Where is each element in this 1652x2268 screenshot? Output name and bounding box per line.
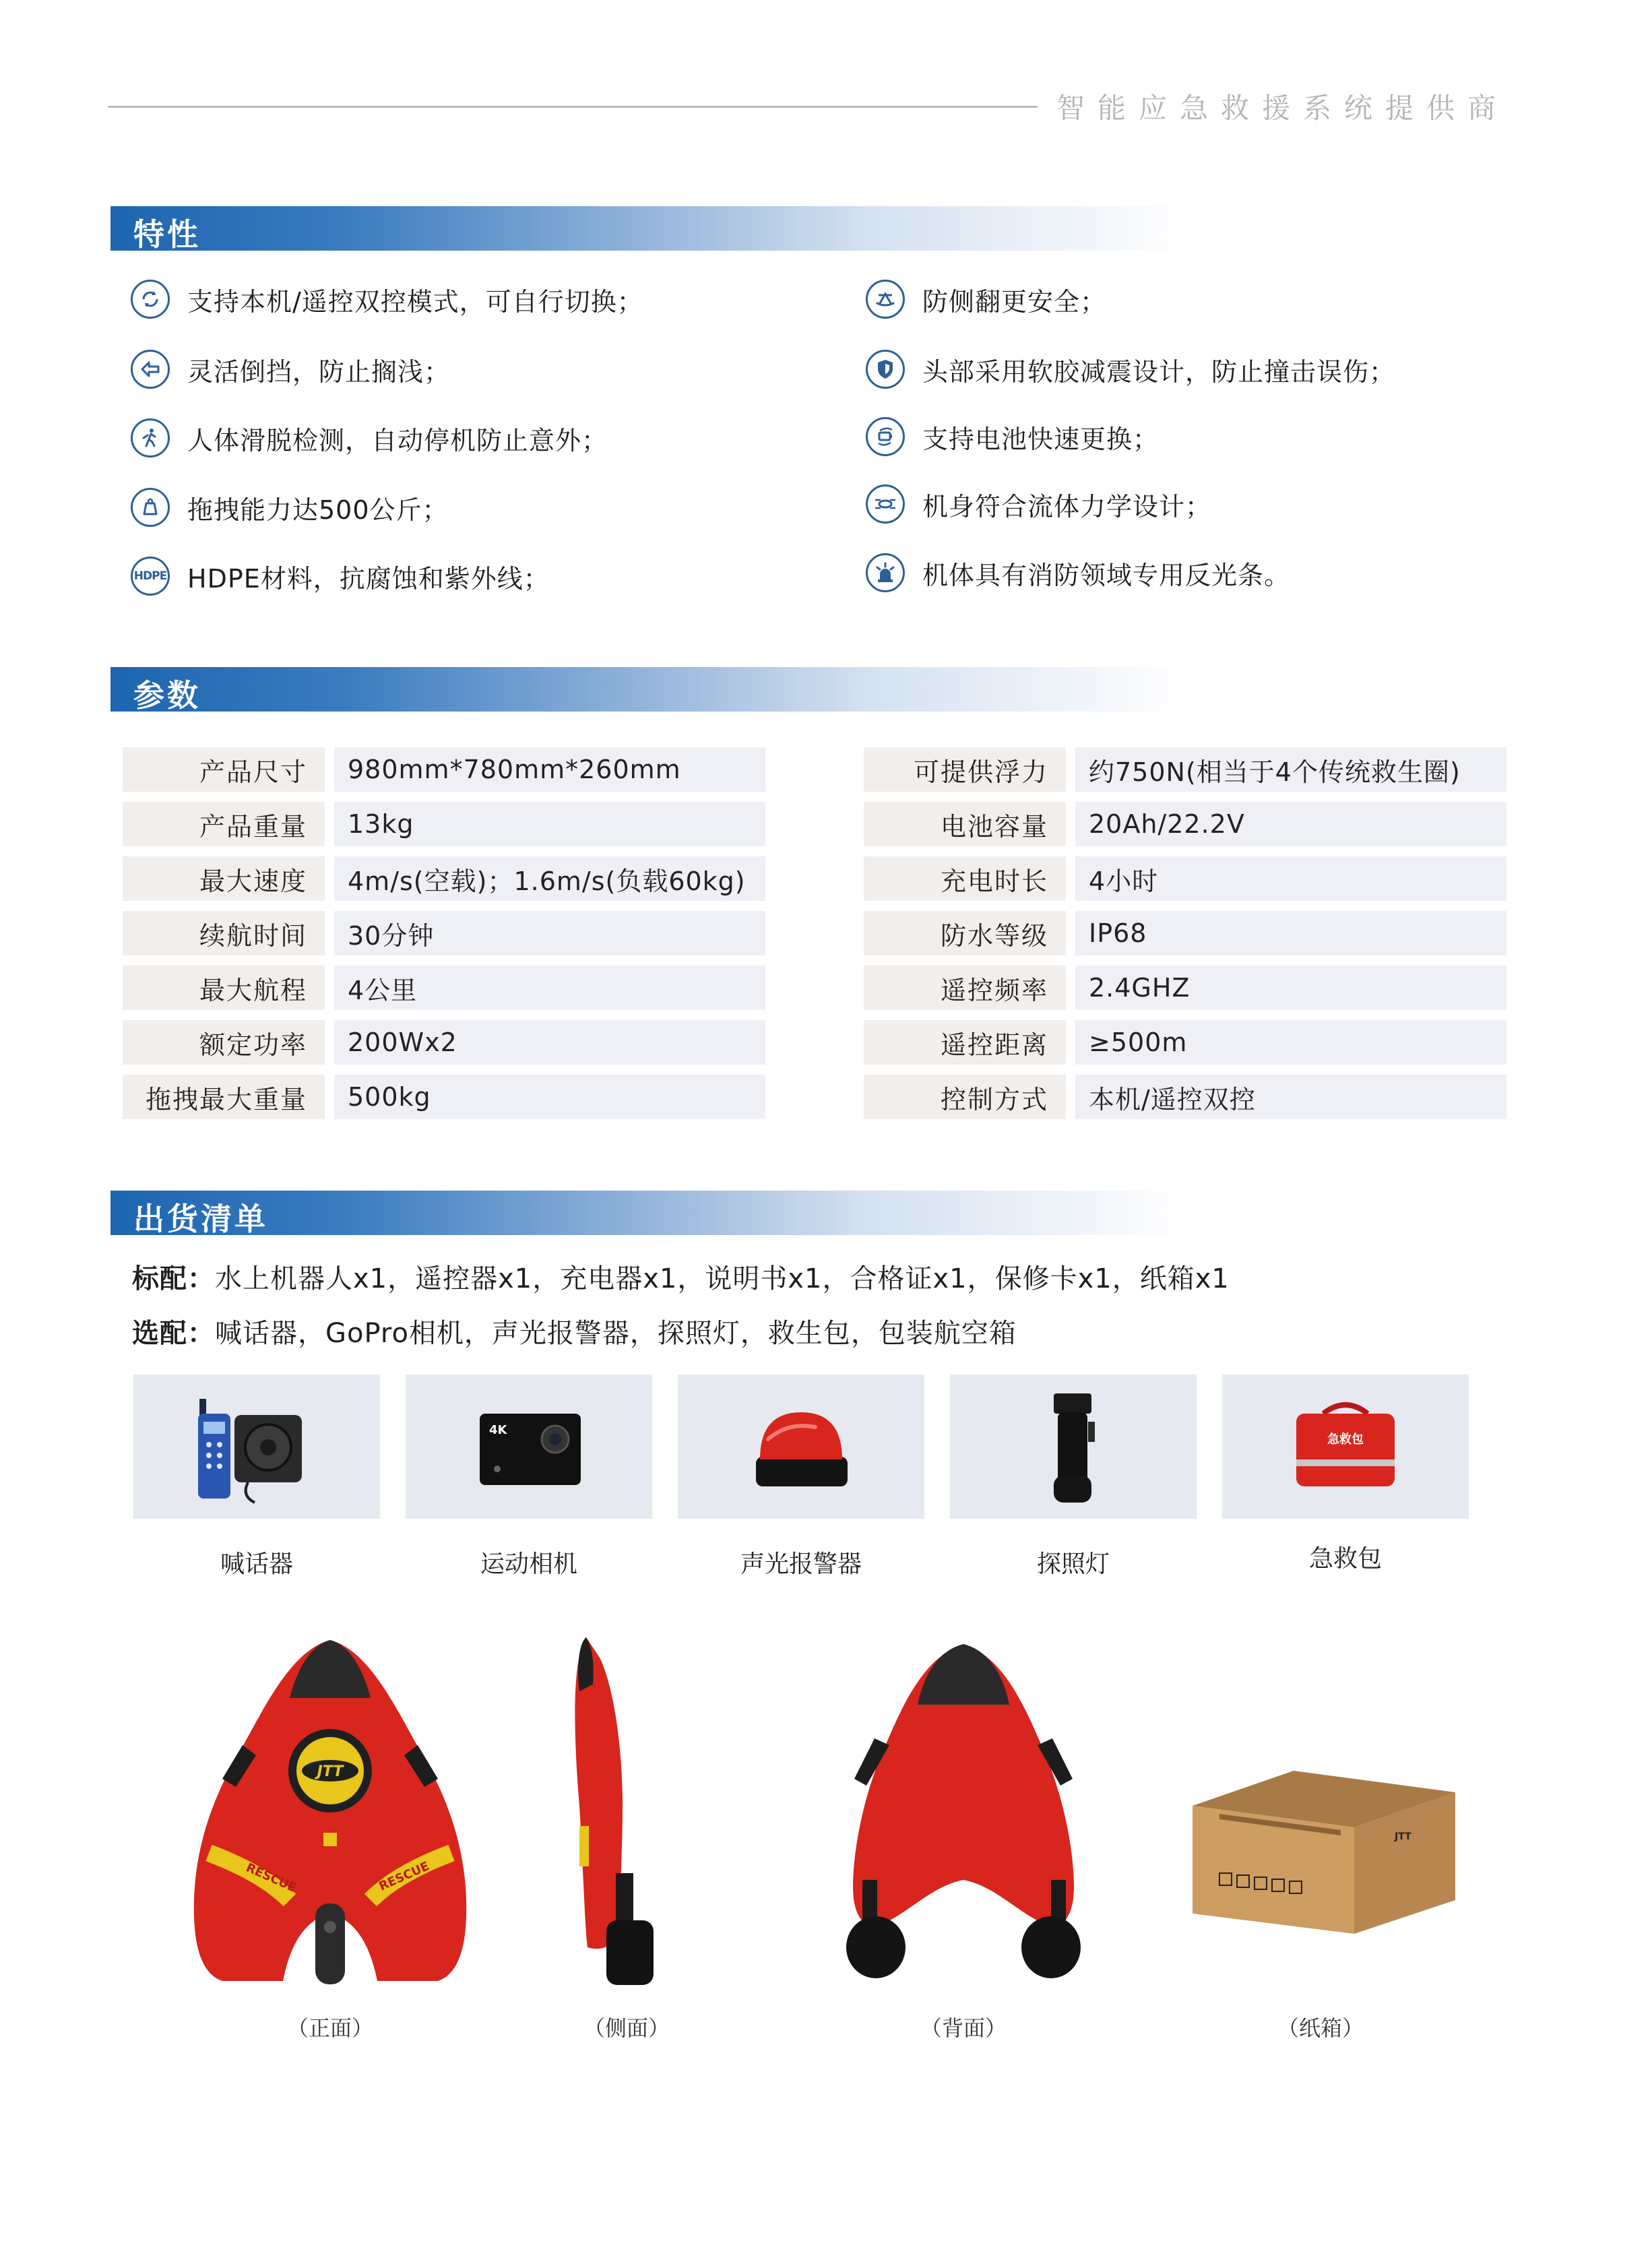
feature-item [866, 276, 1106, 323]
spec-row [864, 966, 1506, 1010]
anti-rollover-icon [866, 280, 905, 319]
robot-back-view-image [822, 1631, 1105, 1994]
rescue-stripe-label: RESCUE [377, 1859, 432, 1894]
feature-item [866, 549, 1290, 596]
feature-text: 拖拽能力达500公斤； [187, 495, 449, 525]
camera-4k-label: 4K [489, 1423, 507, 1437]
rescue-stripe-label: RESCUE [243, 1860, 298, 1895]
robot-front-view-image [182, 1631, 478, 1994]
accessory-caption: 声光报警器 [740, 1550, 862, 1578]
spec-row [123, 966, 765, 1010]
spec-row [123, 911, 765, 955]
robot-brand-logo: JTT [317, 1763, 344, 1780]
feature-text: 人体滑脱检测，自动停机防止意外； [187, 425, 608, 455]
section-header-params [110, 667, 1188, 712]
reverse-arrow-icon [131, 350, 170, 389]
spec-value: 13kg [334, 802, 765, 846]
spec-label: 遥控频率 [864, 966, 1066, 1010]
spec-label: 续航时间 [123, 911, 325, 955]
section-title: 参数 [133, 677, 201, 714]
spec-value: 980mm*780mm*260mm [334, 747, 765, 792]
feature-item [866, 346, 1395, 393]
spec-value: IP68 [1075, 911, 1506, 955]
company-tagline: 智能应急救援系统提供商 [1056, 92, 1509, 125]
spec-row [864, 1075, 1506, 1119]
spec-row [864, 747, 1506, 792]
optional-config-key: 选配： [132, 1318, 215, 1349]
warning-light-icon [866, 553, 905, 592]
spec-row [123, 747, 765, 792]
spec-row [123, 1075, 765, 1119]
spec-label: 控制方式 [864, 1075, 1066, 1119]
first-aid-kit-label: 急救包 [1327, 1432, 1364, 1447]
dual-control-icon [131, 280, 170, 319]
feature-item [131, 484, 449, 531]
feature-text: 机体具有消防领域专用反光条。 [922, 560, 1291, 590]
accessory-caption: 喊话器 [220, 1550, 293, 1578]
feature-item [866, 480, 1211, 528]
spec-label: 产品尺寸 [123, 747, 325, 792]
optional-config-value: 喊话器，GoPro相机，声光报警器，探照灯，救生包，包装航空箱 [215, 1318, 1017, 1349]
accessory-image-alarm-light [678, 1375, 924, 1519]
spec-label: 产品重量 [123, 802, 325, 846]
spec-row [864, 802, 1506, 846]
carton-box-image [1179, 1765, 1489, 1961]
spec-value: 20Ah/22.2V [1075, 802, 1506, 846]
carton-brand-logo: JTT [1395, 1831, 1411, 1842]
feature-item [866, 413, 1159, 460]
feature-item [131, 276, 643, 323]
spec-label: 防水等级 [864, 911, 1066, 955]
feature-text: 支持电池快速更换； [922, 424, 1159, 454]
spec-label: 充电时长 [864, 856, 1066, 901]
accessory-caption: 运动相机 [480, 1550, 577, 1578]
feature-text: 防侧翻更安全； [922, 286, 1107, 317]
spec-value: ≥500m [1075, 1020, 1506, 1065]
feature-text: HDPE材料，抗腐蚀和紫外线； [187, 563, 550, 594]
person-slip-icon [131, 418, 170, 458]
spec-value: 4m/s(空载)；1.6m/s(负载60kg) [334, 856, 765, 901]
section-title: 特性 [133, 216, 201, 253]
accessory-image-searchlight [950, 1375, 1197, 1519]
optional-config-line [132, 1312, 1017, 1350]
spec-label: 遥控距离 [864, 1020, 1066, 1065]
section-title: 出货清单 [133, 1201, 268, 1237]
spec-row [123, 856, 765, 901]
spec-row [864, 911, 1506, 955]
feature-text: 头部采用软胶减震设计，防止撞击误伤； [922, 356, 1396, 387]
shield-icon [866, 350, 905, 389]
battery-swap-icon [866, 417, 905, 456]
spec-label: 拖拽最大重量 [123, 1075, 325, 1119]
spec-row [123, 802, 765, 846]
accessory-image-first-aid-kit [1222, 1375, 1469, 1519]
accessory-caption: 急救包 [1308, 1545, 1382, 1573]
spec-label: 最大速度 [123, 856, 325, 901]
header-rule [108, 106, 1038, 108]
spec-row [123, 1020, 765, 1065]
spec-value: 约750N(相当于4个传统救生圈) [1075, 747, 1506, 792]
standard-config-key: 标配： [132, 1263, 215, 1294]
feature-item [131, 414, 608, 462]
view-caption: （纸箱） [1277, 2015, 1364, 2041]
accessory-caption: 探照灯 [1036, 1550, 1110, 1578]
hdpe-icon: HDPE [131, 557, 170, 596]
feature-text: 灵活倒挡，防止搁浅； [187, 356, 451, 387]
feature-text: 机身符合流体力学设计； [922, 491, 1212, 522]
spec-row [864, 856, 1506, 901]
view-caption: （背面） [920, 2015, 1007, 2041]
standard-config-line [132, 1257, 1230, 1296]
section-header-features [110, 206, 1188, 251]
spec-label: 可提供浮力 [864, 747, 1066, 792]
spec-value: 200Wx2 [334, 1020, 765, 1065]
view-caption: （正面） [286, 2015, 373, 2041]
spec-value: 500kg [334, 1075, 765, 1119]
spec-value: 2.4GHZ [1075, 966, 1506, 1010]
spec-value: 4小时 [1075, 856, 1506, 901]
spec-label: 额定功率 [123, 1020, 325, 1065]
section-header-shipping [110, 1191, 1188, 1235]
accessory-image-megaphone [133, 1375, 380, 1519]
weight-icon [131, 488, 170, 527]
streamline-icon [866, 484, 905, 524]
spec-label: 最大航程 [123, 966, 325, 1010]
feature-item [131, 346, 450, 393]
standard-config-value: 水上机器人x1，遥控器x1，充电器x1，说明书x1，合格证x1，保修卡x1，纸箱x1 [215, 1263, 1230, 1294]
feature-item [131, 553, 550, 600]
spec-row [864, 1020, 1506, 1065]
spec-value: 本机/遥控双控 [1075, 1075, 1506, 1119]
spec-value: 4公里 [334, 966, 765, 1010]
accessory-image-action-camera [406, 1375, 652, 1519]
robot-side-view-image [539, 1631, 701, 1994]
spec-value: 30分钟 [334, 911, 765, 955]
feature-text: 支持本机/遥控双控模式，可自行切换； [187, 286, 643, 317]
view-caption: （侧面） [583, 2015, 670, 2041]
spec-label: 电池容量 [864, 802, 1066, 846]
